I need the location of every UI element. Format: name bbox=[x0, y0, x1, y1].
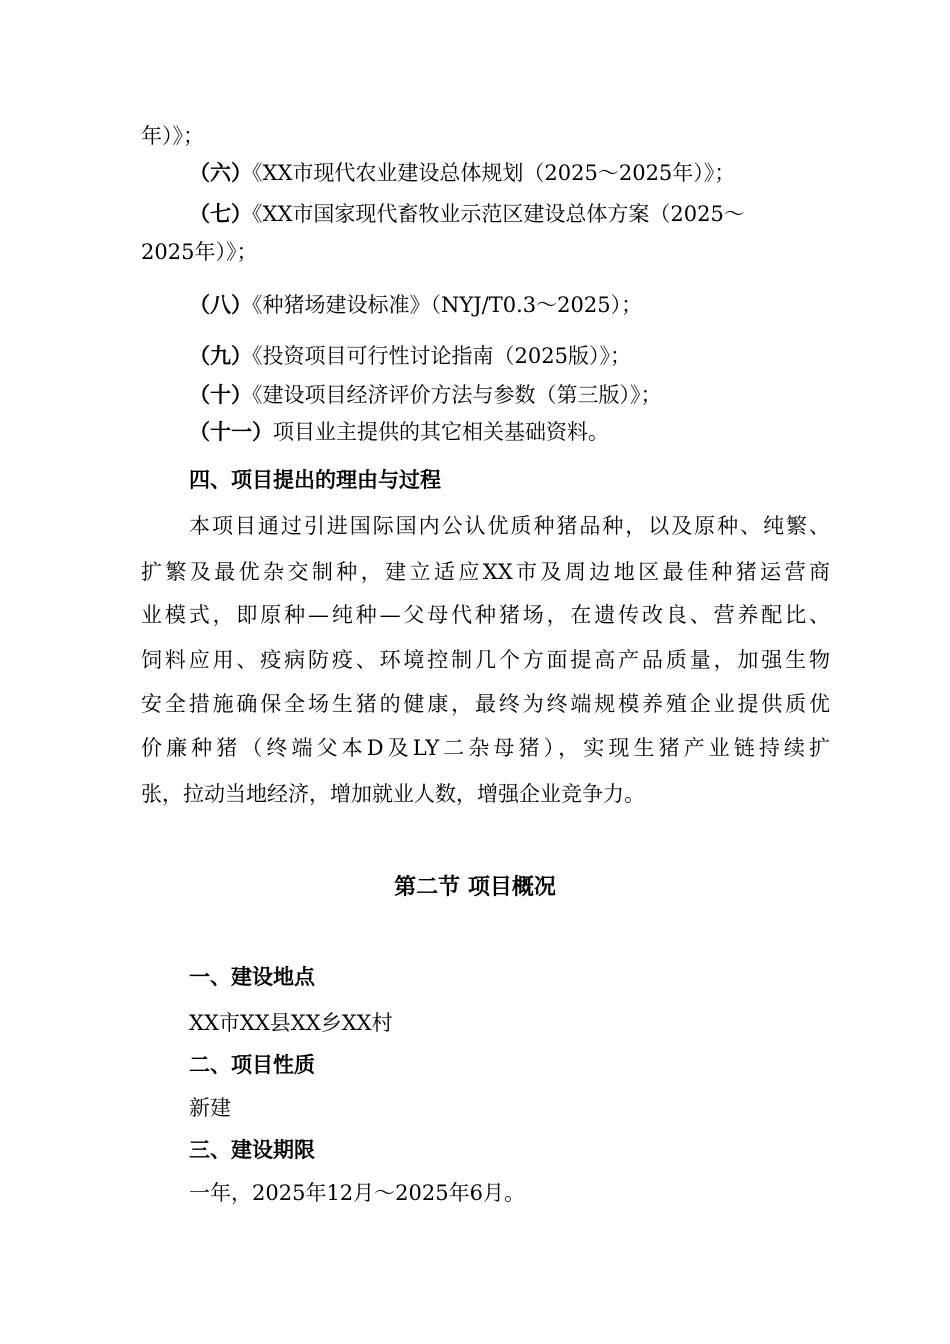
basis-item-text: 《XX市现代农业建设总体规划（2025～2025年）》； bbox=[252, 161, 736, 185]
period-value: 一年，2025年12月～2025年6月。 bbox=[189, 1181, 525, 1205]
basis-item-number: （十） bbox=[189, 382, 252, 407]
paragraph-line: 扩繁及最优杂交制种，建立适应XX市及周边地区最佳种猪运营商 bbox=[141, 560, 830, 584]
basis-item-number: （八） bbox=[189, 292, 252, 317]
period-heading: 三、建设期限 bbox=[189, 1138, 315, 1162]
basis-item-6 bbox=[189, 162, 735, 184]
paragraph-line: 张，拉动当地经济，增加就业人数，增强企业竞争力。 bbox=[141, 782, 645, 806]
location-heading: 一、建设地点 bbox=[189, 965, 315, 989]
basis-item-number: （七） bbox=[189, 201, 252, 226]
section-title: 第二节 项目概况 bbox=[394, 875, 556, 900]
paragraph-line: 价廉种猪（终端父本D及LY二杂母猪），实现生猪产业链持续扩 bbox=[141, 736, 830, 760]
basis-item-11 bbox=[189, 421, 609, 443]
basis-item-text: 项目业主提供的其它相关基础资料。 bbox=[273, 420, 609, 444]
basis-continuation: 年）》； bbox=[141, 124, 204, 148]
basis-item-text: 《种猪场建设标准》（NYJ/T0.3～2025）； bbox=[252, 293, 643, 317]
basis-item-text: 《投资项目可行性讨论指南（2025版）》； bbox=[252, 344, 631, 368]
basis-item-number: （九） bbox=[189, 343, 252, 368]
basis-item-8 bbox=[189, 294, 642, 316]
paragraph-line: 本项目通过引进国际国内公认优质种猪品种，以及原种、纯繁、 bbox=[189, 514, 830, 538]
nature-value: 新建 bbox=[189, 1096, 231, 1120]
nature-heading: 二、项目性质 bbox=[189, 1053, 315, 1077]
section-heading: 四、项目提出的理由与过程 bbox=[189, 468, 441, 492]
paragraph-line: 饲料应用、疫病防疫、环境控制几个方面提高产品质量，加强生物 bbox=[141, 648, 830, 672]
basis-item-7-continuation: 2025年）》； bbox=[141, 240, 258, 264]
basis-item-7 bbox=[189, 203, 745, 225]
basis-item-text: 《XX市国家现代畜牧业示范区建设总体方案（2025～ bbox=[252, 202, 745, 226]
basis-item-number: （十一） bbox=[189, 419, 273, 444]
basis-item-9 bbox=[189, 345, 631, 367]
basis-item-text: 《建设项目经济评价方法与参数（第三版）》； bbox=[252, 383, 662, 407]
paragraph-line: 业模式，即原种—纯种—父母代种猪场，在遗传改良、营养配比、 bbox=[141, 603, 830, 627]
paragraph-line: 安全措施确保全场生猪的健康，最终为终端规模养殖企业提供质优 bbox=[141, 692, 830, 716]
location-value: XX市XX县XX乡XX村 bbox=[189, 1011, 393, 1035]
basis-item-number: （六） bbox=[189, 160, 252, 185]
basis-item-10 bbox=[189, 384, 662, 406]
